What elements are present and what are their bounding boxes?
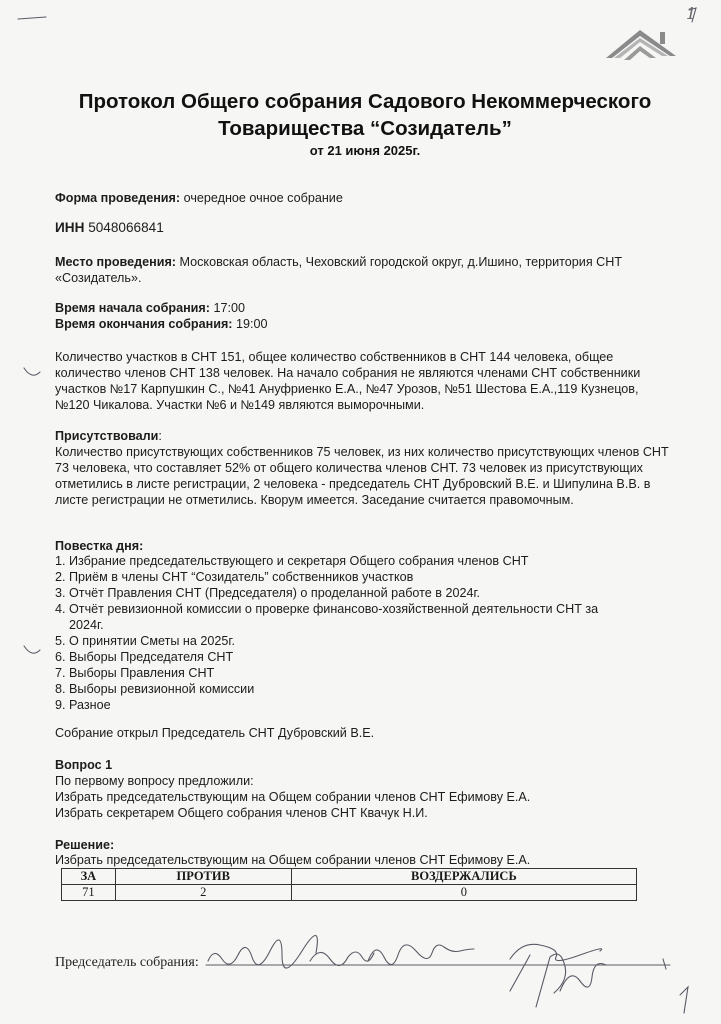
form-row: [55, 190, 675, 206]
present-heading: Присутствовали:: [55, 429, 162, 443]
page-number: 1: [686, 4, 697, 23]
agenda-item: 1. Избрание председательствующего и секретаря Общего собрания членов СНТ: [55, 554, 529, 568]
place-value: Московская область, Чеховский городской округ, д.Ишино, территория СНТ «Созидатель».: [55, 255, 623, 285]
document-date: от 21 июня 2025г.: [309, 143, 421, 158]
decision-text: Избрать председательствующим на Общем собрании членов СНТ Ефимову Е.А.: [55, 853, 531, 867]
time-start-label: Время начала собрания:: [55, 301, 210, 315]
place-label: Место проведения:: [55, 255, 176, 269]
title-line-1: Протокол Общего собрания Садового Некоммерческого: [78, 90, 652, 113]
house-roof-logo-icon: [600, 22, 682, 74]
votes-value-for: 71: [62, 885, 116, 901]
inn-row: [55, 220, 164, 236]
votes-value-abstained: 0: [291, 885, 636, 901]
votes-value-against: 2: [115, 885, 291, 901]
agenda-item: 7. Выборы Правления СНТ: [55, 666, 215, 680]
present-paragraph: Количество присутствующих собственников 75 человек, из них количество присутствующих членов СНТ 73 человека, что составляет 52% от общего количества членов СНТ. 73 человек из присутствующих отметились в листе регистрации, 2 человека - председатель СНТ Дубровский В.Е. и Шипулина В.В. в листе регистрации не отметились. Кворум имеется. Заседание считается правомочным.: [55, 445, 669, 507]
votes-header-abstained: ВОЗДЕРЖАЛИСЬ: [291, 869, 636, 885]
document-title: [40, 88, 690, 160]
inn-value: 5048066841: [88, 220, 164, 235]
agenda-item: 4. Отчёт ревизионной комиссии о проверке финансово-хозяйственной деятельности СНТ за: [55, 602, 599, 616]
time-start-row: [55, 300, 675, 316]
votes-values-row: [62, 885, 637, 901]
opened-by-text: Собрание открыл Председатель СНТ Дубровский В.Е.: [55, 726, 375, 740]
agenda-item: 2. Приём в члены СНТ “Созидатель” собственников участков: [55, 570, 414, 584]
form-value: очередное очное собрание: [183, 191, 343, 205]
agenda-item: 6. Выборы Председателя СНТ: [55, 650, 234, 664]
form-label: Форма проведения:: [55, 191, 181, 205]
question-1-body: [55, 773, 675, 821]
time-end-value: 19:00: [236, 317, 268, 331]
votes-header-row: [62, 869, 637, 885]
votes-header-for: ЗА: [62, 869, 116, 885]
question-1-line: Избрать председательствующим на Общем собрании членов СНТ Ефимову Е.А.: [55, 790, 531, 804]
time-end-row: [55, 316, 675, 332]
agenda-item: 9. Разное: [55, 698, 111, 712]
inn-label: ИНН: [55, 220, 85, 235]
decision-label: Решение:: [55, 838, 115, 852]
agenda-label: Повестка дня:: [55, 539, 144, 553]
present-label: Присутствовали: [55, 429, 159, 443]
votes-table: [61, 868, 637, 901]
margin-check-marks: [20, 360, 50, 660]
question-1-line: По первому вопросу предложили:: [55, 774, 254, 788]
agenda-item-continuation: 2024г.: [69, 618, 104, 632]
votes-header-against: ПРОТИВ: [115, 869, 291, 885]
place-row: [55, 254, 675, 286]
time-start-value: 17:00: [213, 301, 245, 315]
agenda-item: 3. Отчёт Правления СНТ (Председателя) о проделанной работе в 2024г.: [55, 586, 481, 600]
agenda-item: 8. Выборы ревизионной комиссии: [55, 682, 255, 696]
handwritten-signature: [200, 935, 700, 1020]
question-1-line: Избрать секретарем Общего собрания членов СНТ Квачук Н.И.: [55, 806, 428, 820]
title-line-2: Товарищества “Созидатель”: [218, 117, 512, 140]
agenda-list: [55, 553, 675, 713]
chairman-signature-label: Председатель собрания:: [55, 955, 199, 970]
members-paragraph: Количество участков в СНТ 151, общее количество собственников в СНТ 144 человека, общее количество членов СНТ 138 человек. На начало собрания не являются членами СНТ собственники участков №17 Карпушкин С., №41 Ануфриенко Е.А., №47 Урозов, №51 Шестова Е.А.,119 Кузнецов, №120 Чикалова. Участки №6 и №149 являются выморочными.: [55, 350, 641, 412]
agenda-item: 5. О принятии Сметы на 2025г.: [55, 634, 235, 648]
question-1-label: Вопрос 1: [55, 758, 113, 772]
time-end-label: Время окончания собрания:: [55, 317, 233, 331]
